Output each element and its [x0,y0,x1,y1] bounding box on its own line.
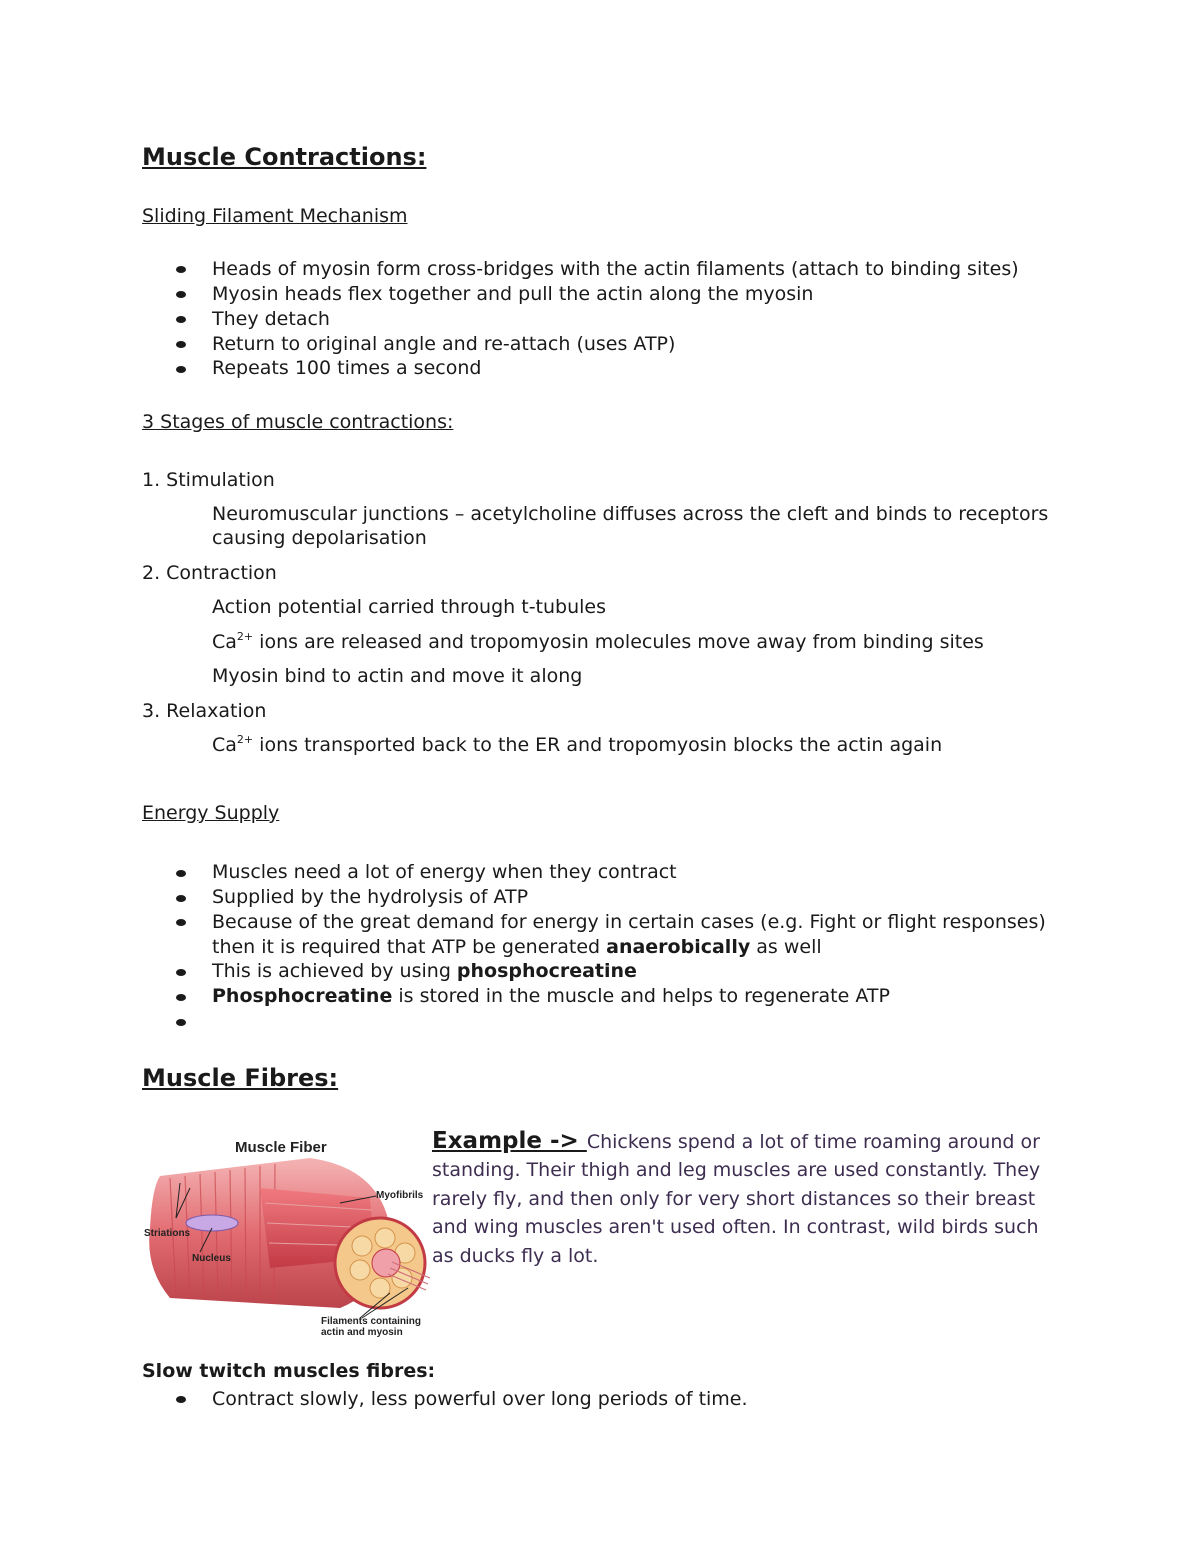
stage-3-text: $Ca^{2+}$ ions transported back to the ER and tropomyosin blocks the actin again [212,733,943,756]
stage-2-calcium-text: $Ca^{2+}$ ions are released and tropomyosin molecules move away from binding sites [212,630,984,653]
bullet-icon [176,366,186,373]
stage-2-title: 2. Contraction [142,562,277,584]
bullet-icon [176,291,186,298]
list-item: They detach [212,308,330,330]
label-myofibrils: Myofibrils [376,1190,424,1201]
stage-1-text: Neuromuscular junctions – acetylcholine diffuses across the cleft and binds to receptors [212,503,1049,525]
list-item: Return to original angle and re-attach (uses ATP) [212,333,676,355]
energy-heading: Energy Supply [142,802,280,824]
example-line-3: rarely fly, and then only for very short distances so their breast [432,1188,1036,1210]
bullet-icon [176,266,186,273]
stage-2-myosin-text: Myosin bind to actin and move it along [212,665,583,687]
list-item: Because of the great demand for energy in certain cases (e.g. Fight or flight responses) [212,911,1046,933]
figure-title: Muscle Fiber [235,1139,327,1156]
stages-heading: 3 Stages of muscle contractions: [142,411,454,433]
section-title: Muscle Fibres: [142,1064,339,1092]
page-title: Muscle Contractions: [142,143,427,171]
stage-3-title: 3. Relaxation [142,700,267,722]
sliding-heading: Sliding Filament Mechanism [142,205,408,227]
list-item: Muscles need a lot of energy when they contract [212,861,677,883]
bullet-icon [176,1396,186,1403]
list-item: Phosphocreatine is stored in the muscle and helps to regenerate ATP [212,985,890,1007]
slow-twitch-heading: Slow twitch muscles fibres: [142,1360,436,1382]
list-item: This is achieved by using phosphocreatine [212,960,637,982]
label-nucleus: Nucleus [192,1253,231,1264]
bullet-icon [176,1019,186,1026]
muscle-fiber-figure [140,1128,432,1340]
label-striations: Striations [144,1228,191,1239]
bullet-icon [176,316,186,323]
label-filaments-2: actin and myosin [321,1327,403,1338]
bullet-icon [176,994,186,1001]
stage-1-title: 1. Stimulation [142,469,275,491]
list-item: Supplied by the hydrolysis of ATP [212,886,529,908]
example-line-5: as ducks fly a lot. [432,1245,599,1267]
bullet-icon [176,919,186,926]
list-item: Repeats 100 times a second [212,357,482,379]
list-item: Myosin heads flex together and pull the actin along the myosin [212,283,814,305]
label-filaments-1: Filaments containing [321,1316,422,1327]
stage-1-text-cont: causing depolarisation [212,527,427,549]
list-item: Heads of myosin form cross-bridges with the actin filaments (attach to binding sites) [212,258,1019,280]
example-line-1: Example -> Chickens spend a lot of time roaming around or [432,1128,1040,1154]
list-item-cont: then it is required that ATP be generated anaerobically as well [212,936,822,958]
stage-2-text: Action potential carried through t-tubules [212,596,607,618]
example-line-4: and wing muscles aren't used often. In contrast, wild birds such [432,1216,1039,1238]
bullet-icon [176,341,186,348]
bullet-icon [176,895,186,902]
list-item: Contract slowly, less powerful over long periods of time. [212,1388,748,1410]
bullet-icon [176,969,186,976]
example-line-2: standing. Their thigh and leg muscles are used constantly. They [432,1159,1041,1181]
bullet-icon [176,870,186,877]
